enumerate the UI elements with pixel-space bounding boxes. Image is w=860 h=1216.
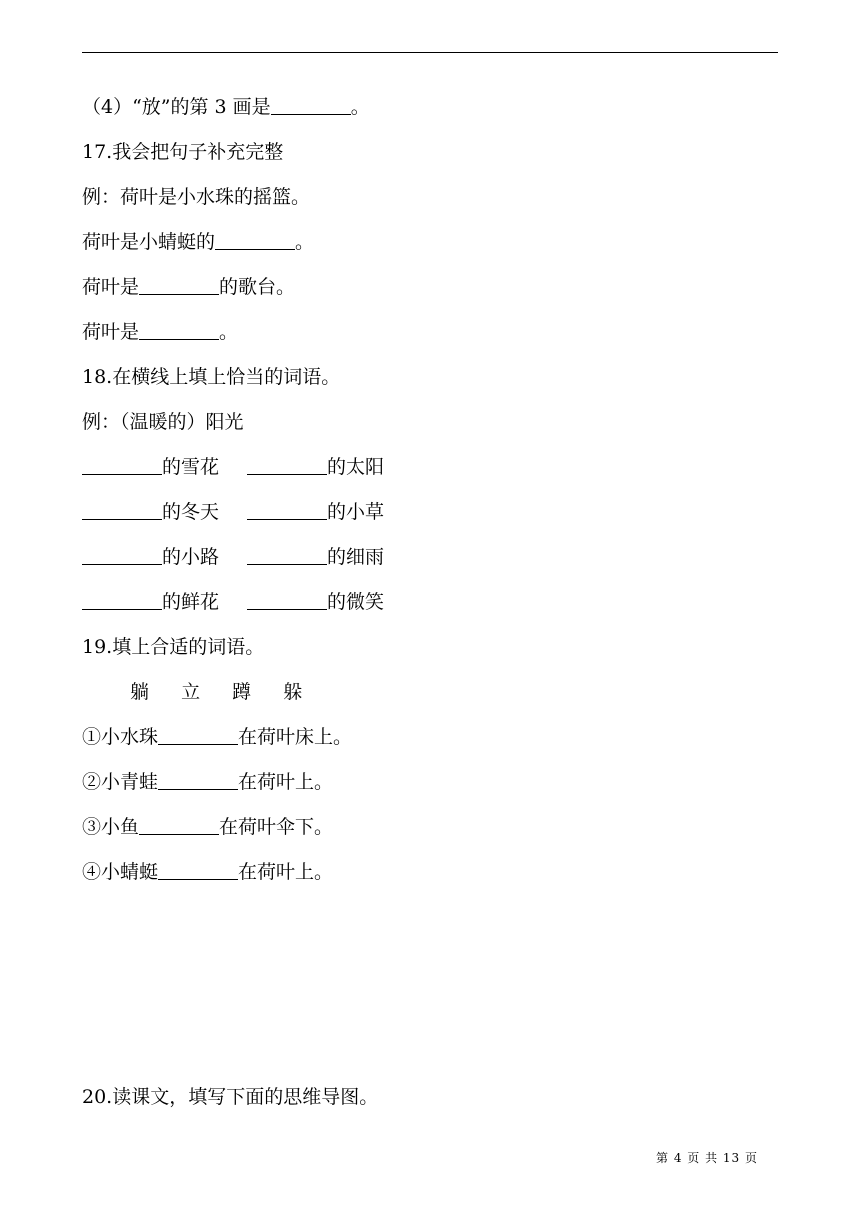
answer-blank[interactable] (158, 770, 238, 790)
answer-blank[interactable] (247, 590, 327, 610)
q18-row-text: 的小路 (162, 546, 220, 568)
q18-row-right (247, 590, 384, 614)
q18-row-left (82, 545, 219, 569)
q17-line2 (82, 275, 295, 299)
q17-line2-text: 荷叶是 (82, 276, 140, 298)
word-option: 躲 (283, 681, 303, 703)
q19-item (82, 860, 333, 884)
answer-blank[interactable] (271, 95, 351, 115)
word-option: 蹲 (232, 681, 252, 703)
q17-title: 17.我会把句子补充完整 (82, 141, 284, 163)
q18-row-text: 的细雨 (327, 546, 385, 568)
page-footer: 第 4 页 共 13 页 (656, 1151, 758, 1165)
q17-line3-end: 。 (219, 321, 239, 343)
answer-blank[interactable] (247, 500, 327, 520)
q16-item4 (82, 95, 370, 119)
q18-row-text: 的雪花 (162, 456, 220, 478)
q19-item (82, 815, 333, 839)
q18-row-text: 的冬天 (162, 501, 220, 523)
word-option: 立 (181, 681, 201, 703)
q18-title: 18.在横线上填上恰当的词语。 (82, 366, 341, 388)
q18-row-right (247, 545, 384, 569)
q18-row-text: 的微笑 (327, 591, 385, 613)
q16-item4-text: （4）“放”的第 3 画是 (82, 96, 271, 118)
q18-row-left (82, 500, 219, 524)
q18-row-left (82, 455, 219, 479)
q18-row-text: 的小草 (327, 501, 385, 523)
answer-blank[interactable] (139, 320, 219, 340)
q17-line2-end: 的歌台。 (219, 276, 296, 298)
q17-line3-text: 荷叶是 (82, 321, 140, 343)
answer-blank[interactable] (247, 545, 327, 565)
answer-blank[interactable] (247, 455, 327, 475)
q20-title: 20.读课文，填写下面的思维导图。 (82, 1086, 379, 1108)
q17-example: 例：荷叶是小水珠的摇篮。 (82, 186, 311, 208)
word-option: 躺 (130, 681, 150, 703)
answer-blank[interactable] (82, 590, 162, 610)
q17-line1-text: 荷叶是小蜻蜓的 (82, 231, 216, 253)
q19-item-end: 在荷叶上。 (238, 861, 334, 883)
answer-blank[interactable] (158, 725, 238, 745)
q19-item-text: ④小蜻蜓 (82, 861, 159, 883)
answer-blank[interactable] (158, 860, 238, 880)
q17-line1-end: 。 (295, 231, 315, 253)
q17-line1 (82, 230, 314, 254)
q18-row-right (247, 500, 384, 524)
answer-blank[interactable] (82, 500, 162, 520)
q19-item-end: 在荷叶上。 (238, 771, 334, 793)
q19-item (82, 725, 352, 749)
answer-blank[interactable] (215, 230, 295, 250)
q19-title: 19.填上合适的词语。 (82, 636, 265, 658)
q19-item (82, 770, 333, 794)
q17-line3 (82, 320, 238, 344)
q18-row-left (82, 590, 219, 614)
q19-item-text: ②小青蛙 (82, 771, 159, 793)
answer-blank[interactable] (139, 275, 219, 295)
q18-row-right (247, 455, 384, 479)
q18-row-text: 的太阳 (327, 456, 385, 478)
q18-example: 例：（温暖的）阳光 (82, 411, 244, 433)
q16-item4-end: 。 (350, 96, 370, 118)
q19-item-text: ③小鱼 (82, 816, 140, 838)
answer-blank[interactable] (139, 815, 219, 835)
q19-word-bank (130, 680, 328, 704)
q19-item-end: 在荷叶床上。 (238, 726, 353, 748)
header-rule (82, 52, 778, 53)
answer-blank[interactable] (82, 545, 162, 565)
answer-blank[interactable] (82, 455, 162, 475)
q19-item-end: 在荷叶伞下。 (219, 816, 334, 838)
q18-row-text: 的鲜花 (162, 591, 220, 613)
q19-item-text: ①小水珠 (82, 726, 159, 748)
